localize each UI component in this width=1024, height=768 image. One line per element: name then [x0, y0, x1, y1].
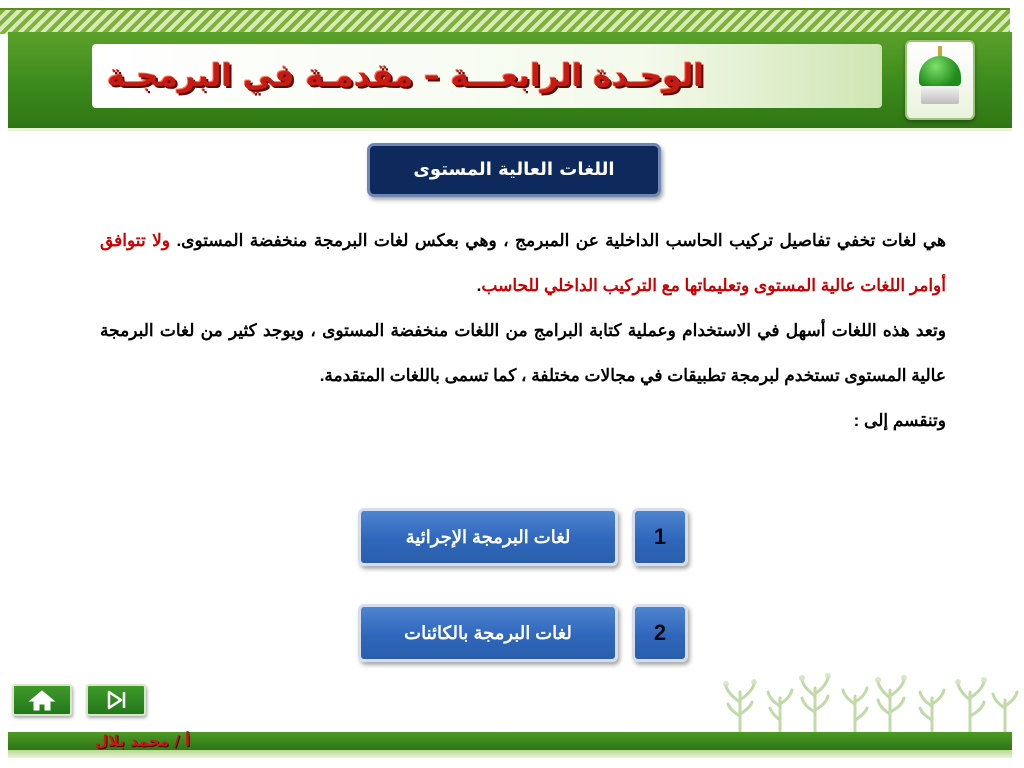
item-number-2: 2: [632, 604, 688, 662]
home-button[interactable]: [12, 684, 72, 716]
header-hatch-strip: [0, 8, 1010, 34]
header: [0, 0, 1024, 132]
plants-decoration: [720, 672, 1020, 734]
unit-title: الوحـدة الرابعـــة – مقدمـة في البرمجـة: [106, 58, 704, 94]
mosque-dome-logo: [905, 40, 975, 120]
home-icon: [14, 686, 70, 714]
author-name: أ / محمد بلال: [94, 732, 190, 750]
lesson-body: [100, 218, 946, 443]
dome-base: [921, 86, 959, 104]
item-object-oriented-languages[interactable]: لغات البرمجة بالكائنات: [358, 604, 618, 662]
section-tag-high-level-languages: اللغات العالية المستوى: [367, 143, 661, 197]
definition-text: هي لغات تخفي تفاصيل تركيب الحاسب الداخلية عن المبرمج ، وهي بعكس لغات البرمجة منخفضة المستوى.: [176, 231, 946, 250]
paragraph-divided-into: وتنقسم إلى :: [853, 411, 946, 430]
highlighted-sentence: ولا تتوافق أوامر اللغات عالية المستوى وتعليماتها مع التركيب الداخلي للحاسب: [100, 231, 946, 295]
item-number-1: 1: [632, 508, 688, 566]
item-procedural-languages[interactable]: لغات البرمجة الإجرائية: [358, 508, 618, 566]
next-icon: [88, 686, 144, 714]
paragraph-advantages: وتعد هذه اللغات أسهل في الاستخدام وعملية كتابة البرامج من اللغات منخفضة المستوى ، ويوجد كثير من لغات البرمجة عالية المستوى تستخدم لبرمجة تطبيقات في مجالات مختلفة ، كما تسمى باللغات المتقدمة.: [100, 321, 946, 385]
green-dome-icon: [919, 56, 961, 86]
definition-end: .: [476, 276, 482, 295]
paragraph-definition: [100, 218, 946, 308]
next-slide-button[interactable]: [86, 684, 146, 716]
